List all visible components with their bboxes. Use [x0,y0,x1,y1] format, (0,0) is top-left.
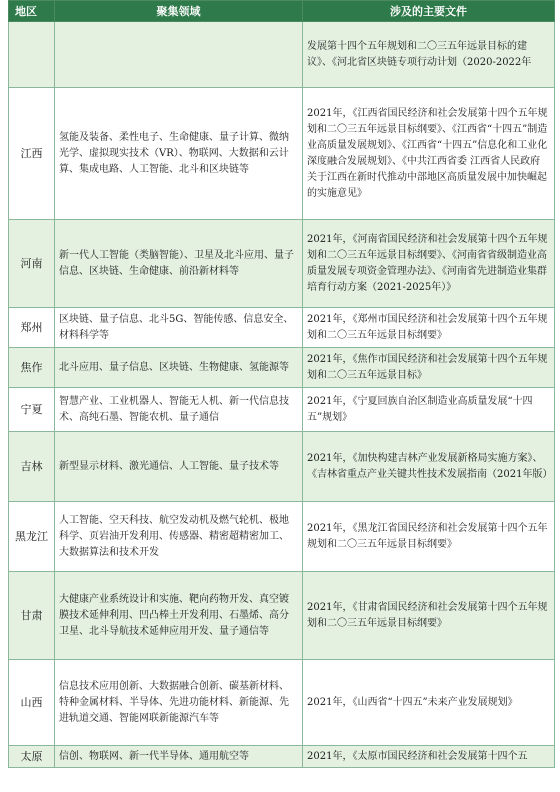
docs-cell: 2021年，《宁夏回族自治区制造业高质量发展“十四五”规划》 [303,388,555,432]
header-region: 地区 [9,1,55,22]
docs-cell: 2021年，《加快构建吉林产业发展新格局实施方案》、《吉林省重点产业关键共性技术发展指南（2021年版） [303,432,555,502]
docs-cell: 发展第十四个五年规划和二〇三五年远景目标的建议》、《河北省区块链专项行动计划（2020-2022年 [303,22,555,88]
table-row [9,502,555,572]
docs-cell: 2021年，《黑龙江省国民经济和社会发展第十四个五年规划和二〇三五年远景目标纲要》 [303,502,555,572]
region-cell: 山西 [9,660,55,746]
docs-cell: 2021年，《江西省国民经济和社会发展第十四个五年规划和二〇三五年远景目标纲要》、《江西省“十四五”制造业高质量发展规划》、《江西省“十四五”信息化和工业化深度融合发展规划》、《中共江西省委 江西省人民政府关于江西在新时代推动中部地区高质量发展中加快崛起的实施意见》 [303,88,555,220]
region-label: 黑龙江 [15,529,48,543]
fields-cell: 大健康产业系统设计和实施、靶向药物开发、真空镀膜技术延伸利用、凹凸棒土开发利用、石墨烯、高分卫星、北斗导航技术延伸应用开发、量子通信等 [55,572,303,660]
fields-cell: 新型显示材料、激光通信、人工智能、量子技术等 [55,432,303,502]
fields-cell: 新一代人工智能（类脑智能）、卫星及北斗应用、量子信息、区块链、生命健康、前沿新材料等 [55,220,303,308]
table-row [9,660,555,746]
fields-cell: 信创、物联网、新一代半导体、通用航空等 [55,746,303,768]
table-row [9,572,555,660]
docs-cell: 2021年，《太原市国民经济和社会发展第十四个五 [303,746,555,768]
docs-cell: 2021年，《焦作市国民经济和社会发展第十四个五年规划和二〇三五年远景目标》 [303,348,555,388]
header-fields: 聚集领域 [55,1,303,22]
region-cell: 郑州 [9,308,55,348]
table-row [9,388,555,432]
region-cell: 焦作 [9,348,55,388]
table-row [9,308,555,348]
table-row [9,348,555,388]
region-cell: 吉林 [9,432,55,502]
docs-cell: 2021年，《甘肃省国民经济和社会发展第十四个五年规划和二〇三五年远景目标纲要》 [303,572,555,660]
docs-cell: 2021年，《山西省“十四五”未来产业发展规划》 [303,660,555,746]
table-row [9,88,555,220]
table-row [9,220,555,308]
region-cell: 甘肃 [9,572,55,660]
industry-policy-table [8,0,555,768]
region-cell: 河南 [9,220,55,308]
table-row [9,432,555,502]
docs-cell: 2021年，《河南省国民经济和社会发展第十四个五年规划和二〇三五年远景目标纲要》、《河南省省级制造业高质量发展专项资金管理办法》、《河南省先进制造业集群培育行动方案（2021-2025年）》 [303,220,555,308]
table-row [9,22,555,88]
docs-cell: 2021年，《郑州市国民经济和社会发展第十四个五年规划和二〇三五年远景目标纲要》 [303,308,555,348]
fields-cell: 人工智能、空天科技、航空发动机及燃气轮机、极地科学、页岩油开发利用、传感器、精密超精密加工、大数据算法和技术开发 [55,502,303,572]
fields-cell [55,22,303,88]
header-docs: 涉及的主要文件 [303,1,555,22]
fields-cell: 氢能及装备、柔性电子、生命健康、量子计算、微纳光学、虚拟现实技术（VR）、物联网、大数据和云计算、集成电路、人工智能、北斗和区块链等 [55,88,303,220]
table-header-row [9,1,555,22]
region-cell [9,502,55,572]
fields-cell: 北斗应用、量子信息、区块链、生物健康、氢能源等 [55,348,303,388]
fields-cell: 区块链、量子信息、北斗5G、智能传感、信息安全、材料科学等 [55,308,303,348]
fields-cell: 信息技术应用创新、大数据融合创新、碳基新材料、特种金属材料、半导体、先进功能材料、新能源、先进轨道交通、智能网联新能源汽车等 [55,660,303,746]
table-row [9,746,555,768]
fields-cell: 智慧产业、工业机器人、智能无人机、新一代信息技术、高纯石墨、智能农机、量子通信 [55,388,303,432]
region-cell: 宁夏 [9,388,55,432]
region-cell: 太原 [9,746,55,768]
region-cell [9,22,55,88]
region-cell: 江西 [9,88,55,220]
